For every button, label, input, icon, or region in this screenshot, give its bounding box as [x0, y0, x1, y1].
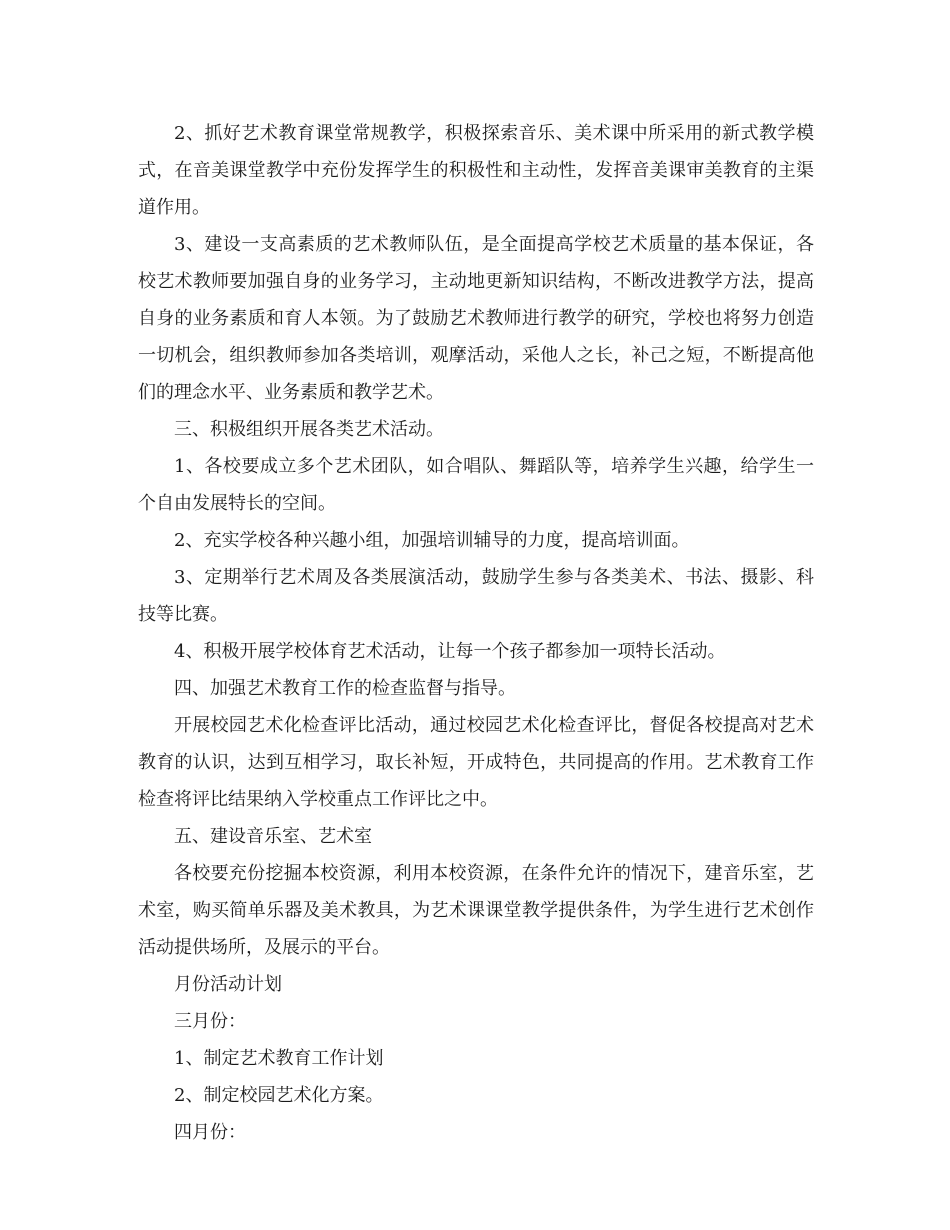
paragraph: 3、建设一支高素质的艺术教师队伍，是全面提高学校艺术质量的基本保证，各校艺术教师要加强自身的业务学习，主动地更新知识结构，不断改进教学方法，提高自身的业务素质和育人本领。为了鼓励艺术教师进行教学的研究，学校也将努力创造一切机会，组织教师参加各类培训，观摩活动，采他人之长，补己之短，不断提高他们的理念水平、业务素质和教学艺术。 [138, 234, 814, 403]
list-item: 2、制定校园艺术化方案。 [174, 1085, 384, 1106]
section-heading: 五、建设音乐室、艺术室 [174, 826, 372, 847]
list-item: 1、制定艺术教育工作计划 [174, 1048, 384, 1069]
subheading: 月份活动计划 [174, 974, 282, 995]
section-heading: 三、积极组织开展各类艺术活动。 [174, 419, 444, 440]
paragraph: 1、各校要成立多个艺术团队，如合唱队、舞蹈队等，培养学生兴趣，给学生一个自由发展特长的空间。 [138, 456, 814, 514]
paragraph: 开展校园艺术化检查评比活动，通过校园艺术化检查评比，督促各校提高对艺术教育的认识，达到互相学习，取长补短，开成特色，共同提高的作用。艺术教育工作检查将评比结果纳入学校重点工作评比之中。 [138, 715, 814, 810]
paragraph: 2、充实学校各种兴趣小组，加强培训辅导的力度，提高培训面。 [174, 530, 690, 551]
paragraph: 3、定期举行艺术周及各类展演活动，鼓励学生参与各类美术、书法、摄影、科技等比赛。 [138, 567, 814, 625]
section-heading: 四、加强艺术教育工作的检查监督与指导。 [174, 678, 516, 699]
document-body [138, 115, 814, 1151]
month-label: 三月份： [174, 1011, 246, 1032]
paragraph: 各校要充份挖掘本校资源，利用本校资源，在条件允许的情况下，建音乐室，艺术室，购买简单乐器及美术教具，为艺术课课堂教学提供条件，为学生进行艺术创作活动提供场所，及展示的平台。 [138, 863, 814, 958]
paragraph: 4、积极开展学校体育艺术活动，让每一个孩子都参加一项特长活动。 [174, 641, 726, 662]
paragraph: 2、抓好艺术教育课堂常规教学，积极探索音乐、美术课中所采用的新式教学模式，在音美课堂教学中充份发挥学生的积极性和主动性，发挥音美课审美教育的主渠道作用。 [138, 123, 814, 218]
month-label: 四月份： [174, 1122, 246, 1143]
